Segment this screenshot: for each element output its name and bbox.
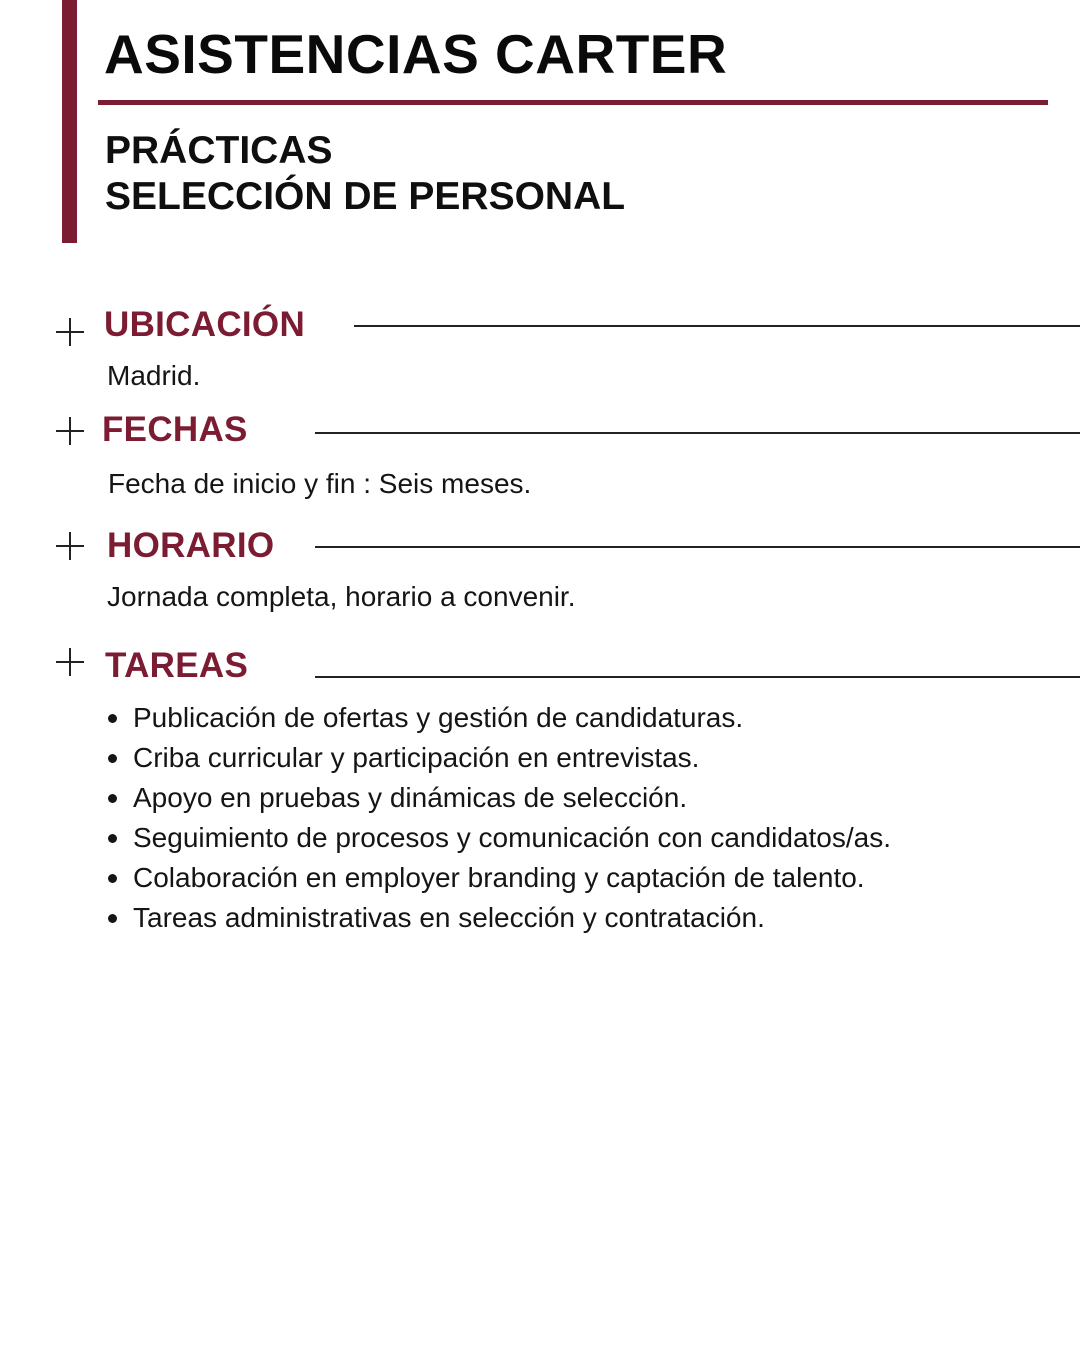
section-divider-location — [354, 325, 1080, 327]
section-heading-dates: FECHAS — [102, 410, 248, 449]
role-line-1: PRÁCTICAS — [105, 129, 333, 172]
section-divider-dates — [315, 432, 1080, 434]
list-item: Criba curricular y participación en entrevistas. — [105, 738, 891, 778]
plus-icon — [56, 532, 84, 560]
section-heading-schedule: HORARIO — [107, 526, 275, 565]
section-heading-location: UBICACIÓN — [104, 305, 306, 344]
list-item: Tareas administrativas en selección y contratación. — [105, 898, 891, 938]
list-item: Publicación de ofertas y gestión de candidaturas. — [105, 698, 891, 738]
title-divider — [98, 100, 1048, 105]
schedule-text: Jornada completa, horario a convenir. — [107, 581, 576, 612]
plus-icon — [56, 318, 84, 346]
section-divider-tasks — [315, 676, 1080, 678]
list-item: Seguimiento de procesos y comunicación con candidatos/as. — [105, 818, 891, 858]
plus-icon — [56, 417, 84, 445]
section-heading-tasks: TAREAS — [105, 646, 249, 685]
company-name: ASISTENCIAS CARTER — [104, 23, 728, 85]
role-title — [105, 128, 625, 220]
list-item: Colaboración en employer branding y captación de talento. — [105, 858, 891, 898]
section-divider-schedule — [315, 546, 1080, 548]
dates-text: Fecha de inicio y fin : Seis meses. — [108, 468, 532, 499]
tasks-list — [105, 698, 891, 938]
location-text: Madrid. — [107, 360, 201, 391]
role-line-2: SELECCIÓN DE PERSONAL — [105, 175, 626, 218]
accent-bar — [62, 0, 77, 243]
plus-icon — [56, 648, 84, 676]
list-item: Apoyo en pruebas y dinámicas de selección. — [105, 778, 891, 818]
